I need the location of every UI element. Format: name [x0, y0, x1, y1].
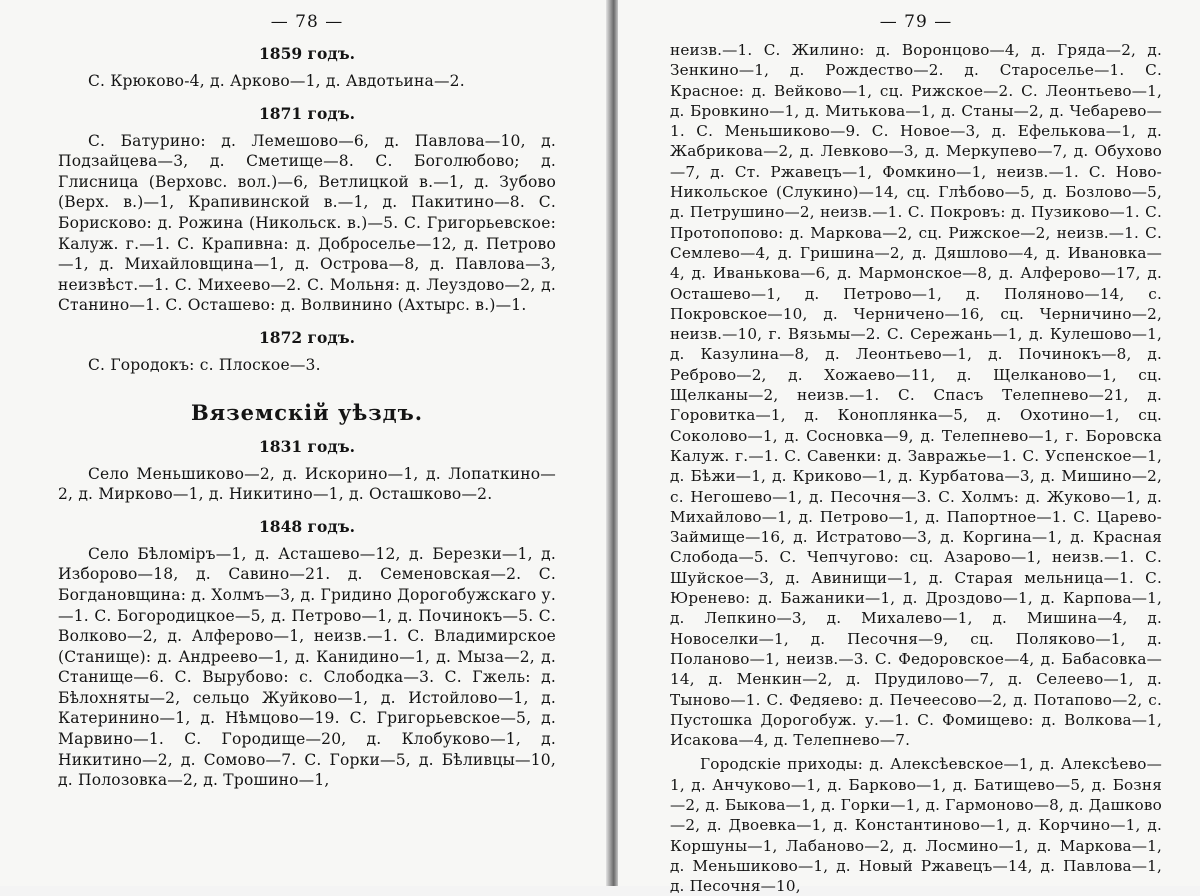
right-page: [618, 0, 1200, 896]
section-text: С. Крюково-4, д. Арково—1, д. Авдотьина—2.: [88, 72, 465, 90]
district-title: Вяземскій уѣздъ.: [190, 399, 424, 425]
section-text: Село Бѣломiръ—1, д. Асташево—12, д. Березки—1, д. Изборово—18, д. Савино—21. д. Семеновская—2. С. Богдановщина: д. Холмъ—3, д. Гридино Дорогобужскаго у.—1. С. Богородицкое—5, д. Петрово—1, д. Починокъ—5. С. Волково—2, д. Алферово—1, неизв.—1. С. Владимирское (Станище): д. Андреево—1, д. Канидино—1, д. Мыза—2, д. Станище—6. С. Вырубово: с. Слободка—3. С. Гжель: д. Бѣлохняты—2, сельцо Жуйково—1, д. Истойлово—1, д. Катеринино—1, д. Нѣмцово—19. С. Григорьевское—5, д. Марвино—1. С. Городище—20, д. Клобуково—1, д. Никитино—2, д. Сомово—7. С. Горки—5, д. Бѣливцы—10, д. Полозовка—2, д. Трошино—1,: [58, 544, 556, 790]
section-text: Село Меньшиково—2, д. Искорино—1, д. Лопаткино—2, д. Мирково—1, д. Никитино—1, д. Осташково—2.: [58, 464, 556, 504]
section-text: С. Батурино: д. Лемешово—6, д. Павлова—10, д. Подзайцева—3, д. Сметище—8. С. Боголюбово; д. Глисница (Верховс. вол.)—6, Ветлицкой в.—1, д. Зубово (Верх. в.)—1, Крапивинской в.—1, д. Пакитино—8. С. Борисково: д. Рожина (Никольск. в.)—5. С. Григорьевское: Калуж. г.—1. С. Крапивна: д. Доброселье—12, д. Петрово—1, д. Михайловщина—1, д. Острова—8, д. Павлова—3, неизвѣст.—1. С. Михеево—2. С. Мольня: д. Леуздово—2, д. Станино—1. С. Осташево: д. Волвинино (Ахтырс. в.)—1.: [58, 131, 556, 315]
page-number: — 78 —: [270, 12, 344, 32]
section-heading: 1871 годъ.: [259, 103, 355, 123]
section-heading: 1831 годъ.: [259, 436, 355, 456]
section-heading: 1848 годъ.: [259, 516, 355, 536]
section-heading: 1872 годъ.: [259, 327, 355, 347]
page-number: — 79 —: [879, 12, 953, 32]
continuation-text: неизв.—1. С. Жилино: д. Воронцово—4, д. Гряда—2, д. Зенкино—1, д. Рождество—2. д. Староселье—1. С. Красное: д. Вейково—1, сц. Рижское—2. С. Леонтьево—1, д. Бровкино—1, д. Митькова—1, д. Станы—2, д. Чебарево—1. С. Меньшиково—9. С. Новое—3, д. Ефелькова—1, д. Жабрикова—2, д. Левково—3, д. Меркупево—7, д. Обухово—7, д. Ст. Ржавецъ—1, Фомкино—1, неизв.—1. С. Ново-Никольское (Слукино)—14, сц. Глѣбово—5, д. Бозлово—5, д. Петрушино—2, неизв.—1. С. Покровъ: д. Пузиково—1. С. Протопопово: д. Маркова—2, сц. Рижское—2, неизв.—1. С. Семлево—4, д. Гришина—2, д. Дяшлово—4, д. Ивановка—4, д. Иванькова—6, д. Мармонское—8, д. Алферово—17, д. Осташево—1, д. Петрово—1, д. Поляново—14, с. Покровское—10, д. Черничено—16, сц. Черничино—2, неизв.—10, г. Вязьмы—2. С. Сережань—1, д. Кулешово—1, д. Казулина—8, д. Леонтьево—1, д. Починокъ—8, д. Реброво—2, д. Хожаево—11, д. Щелканово—1, сц. Щелканы—2, неизв.—1. С. Спасъ Телепнево—21, д. Горовитка—1, д. Коноплянка—5, д. Охотино—1, сц. Соколово—1, д. Сосновка—9, д. Телепнево—1, г. Боровска Калуж. г.—1. С. Савенки: д. Завражье—1. С. Успенское—1, д. Бѣжи—1, д. Криково—1, д. Курбатова—3, д. Мишино—2, с. Негошево—1, д. Песочня—3. С. Холмъ: д. Жуково—1, д. Михайлово—1, д. Петрово—1, д. Папортное—1. С. Царево-Займище—16, д. Истратово—3, д. Коргина—1, д. Красная Слобода—5. С. Чепчугово: сц. Азарово—1, неизв.—1. С. Шуйское—3, д. Авинищи—1, д. Старая мельница—1. С. Юренево: д. Бажаники—1, д. Дроздово—1, д. Карпова—1, д. Лепкино—3, д. Михалево—1, д. Мишина—4, д. Новоселки—1, д. Песочня—9, сц. Поляково—1, д. Поланово—1, неизв.—3. С. Федоровское—4, д. Бабасовка—14, д. Менкин—2, д. Прудилово—7, д. Селеево—1, д. Тыново—1. С. Федяево: д. Печеесово—2, д. Потапово—2, с. Пустошка Дорогобуж. у.—1. С. Фомищево: д. Волкова—1, Исакова—4, д. Телепнево—7.: [670, 41, 1162, 750]
section-heading: 1859 годъ.: [259, 44, 355, 63]
urban-parishes-text: Городскіе приходы: д. Алексѣевское—1, д. Алексѣево—1, д. Анчуково—1, д. Барково—1, д. Батищево—5, д. Бозня—2, д. Быкова—1, д. Горки—1, д. Гармоново—8, д. Дашково—2, д. Двоевка—1, д. Константиново—1, д. Корчино—1, д. Коршуны—1, Лабаново—2, д. Лосмино—1, д. Маркова—1, д. Меньшиково—1, д. Новый Ржавецъ—14, д. Павлова—1, д. Песочня—10,: [670, 755, 1162, 896]
section-text: С. Городокъ: с. Плоское—3.: [88, 355, 321, 374]
